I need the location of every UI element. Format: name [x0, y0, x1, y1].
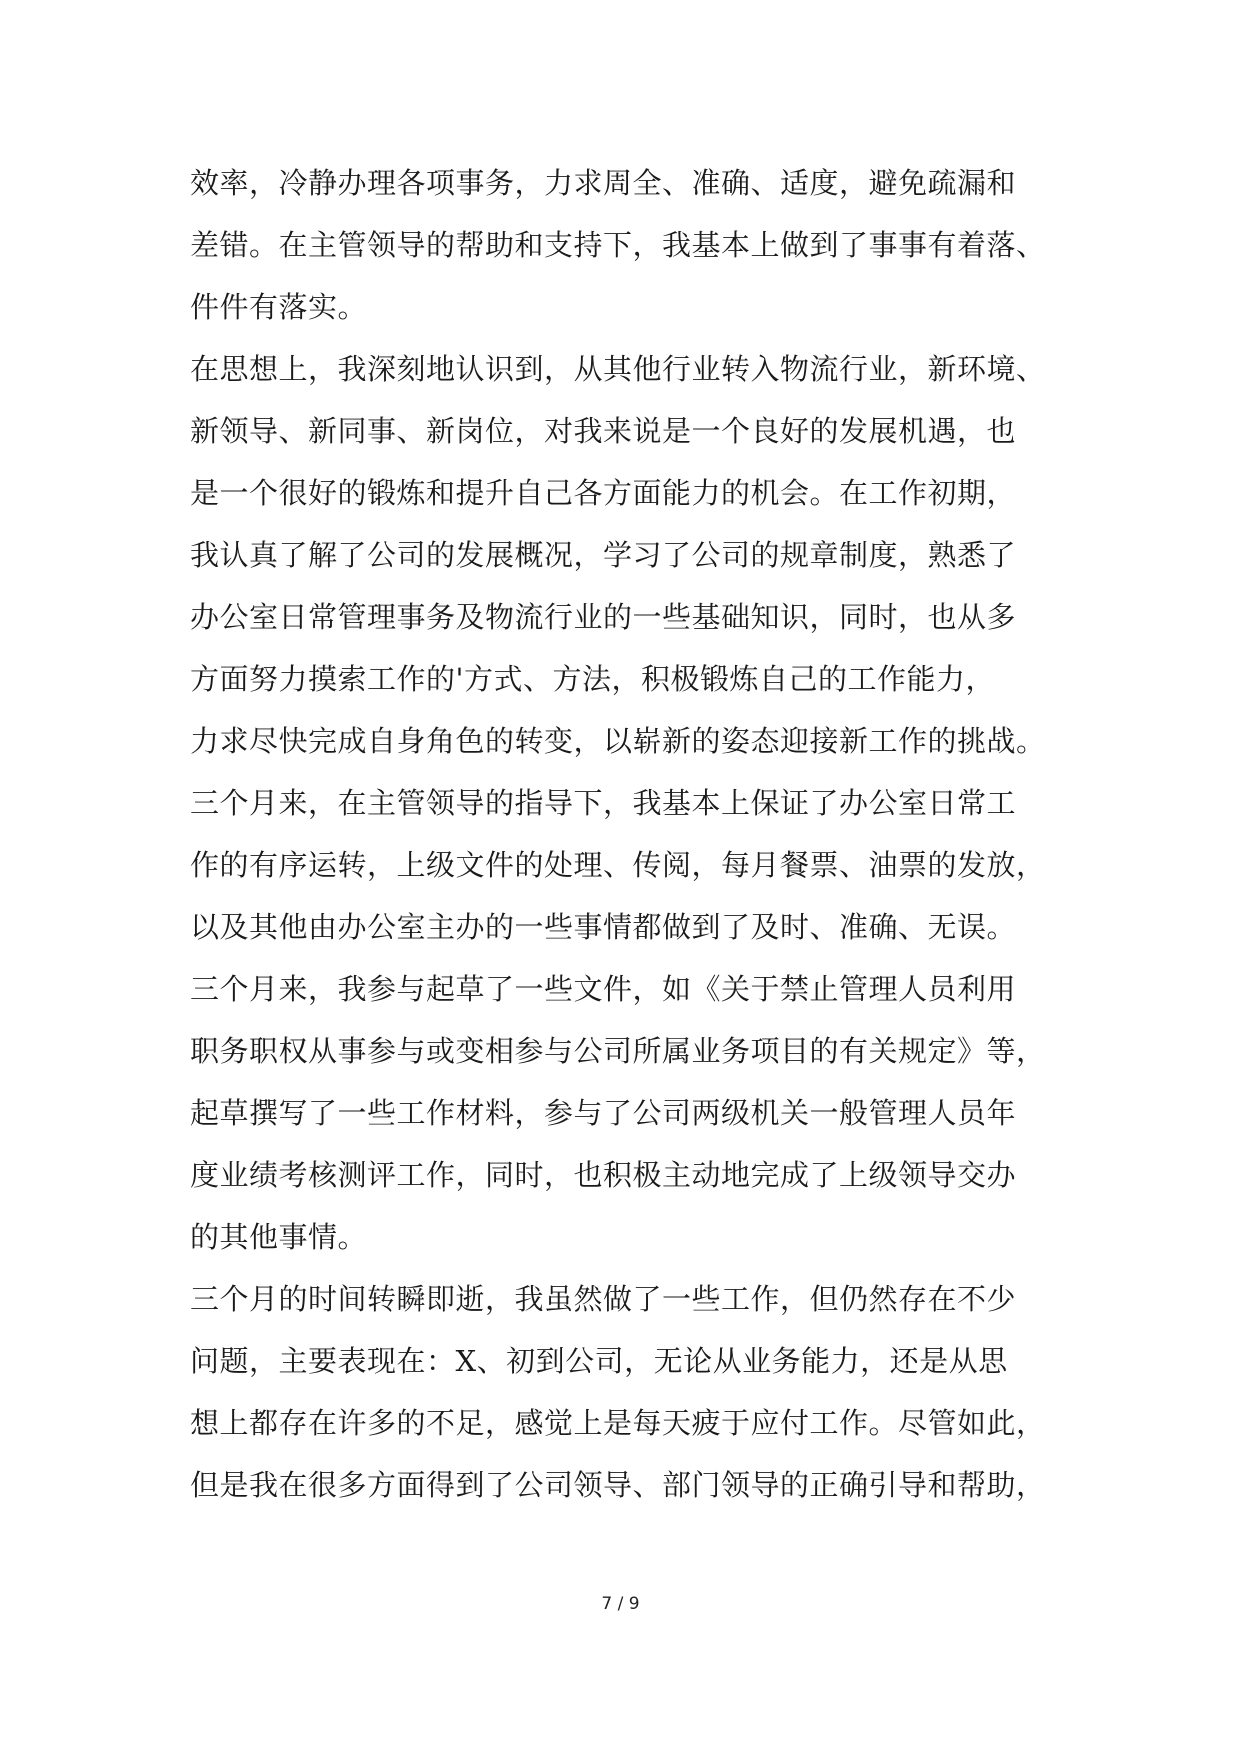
body-text	[190, 152, 1070, 1516]
text-line: 差错。在主管领导的帮助和支持下，我基本上做到了事事有着落、	[190, 228, 1046, 262]
page-number: 7 / 9	[601, 1594, 640, 1614]
text-line: 作的有序运转，上级文件的处理、传阅，每月餐票、油票的发放，	[190, 848, 1046, 882]
text-line: 件件有落实。	[190, 290, 368, 324]
text-line: 在思想上，我深刻地认识到，从其他行业转入物流行业，新环境、	[190, 352, 1046, 386]
text-line: 是一个很好的锻炼和提升自己各方面能力的机会。在工作初期，	[190, 476, 1017, 510]
text-line: 效率，冷静办理各项事务，力求周全、准确、适度，避免疏漏和	[190, 166, 1017, 200]
text-line: 新领导、新同事、新岗位，对我来说是一个良好的发展机遇，也	[190, 414, 1017, 448]
text-line: 问题，主要表现在：X、初到公司，无论从业务能力，还是从思	[190, 1344, 1008, 1378]
text-line: 三个月来，在主管领导的指导下，我基本上保证了办公室日常工	[190, 786, 1017, 820]
text-line: 想上都存在许多的不足，感觉上是每天疲于应付工作。尽管如此，	[190, 1406, 1046, 1440]
text-line: 职务职权从事参与或变相参与公司所属业务项目的有关规定》等，	[190, 1034, 1046, 1068]
text-line: 力求尽快完成自身角色的转变，以崭新的姿态迎接新工作的挑战。	[190, 724, 1046, 758]
text-line: 的其他事情。	[190, 1220, 368, 1254]
text-line: 起草撰写了一些工作材料，参与了公司两级机关一般管理人员年	[190, 1096, 1017, 1130]
text-line: 度业绩考核测评工作，同时，也积极主动地完成了上级领导交办	[190, 1158, 1017, 1192]
text-line: 以及其他由办公室主办的一些事情都做到了及时、准确、无误。	[190, 910, 1017, 944]
text-line: 但是我在很多方面得到了公司领导、部门领导的正确引导和帮助，	[190, 1468, 1046, 1502]
text-line: 三个月来，我参与起草了一些文件，如《关于禁止管理人员利用	[190, 972, 1017, 1006]
text-line: 方面努力摸索工作的'方式、方法，积极锻炼自己的工作能力，	[190, 662, 995, 696]
text-line: 我认真了解了公司的发展概况，学习了公司的规章制度，熟悉了	[190, 538, 1017, 572]
text-line: 办公室日常管理事务及物流行业的一些基础知识，同时，也从多	[190, 600, 1017, 634]
text-line: 三个月的时间转瞬即逝，我虽然做了一些工作，但仍然存在不少	[190, 1282, 1017, 1316]
